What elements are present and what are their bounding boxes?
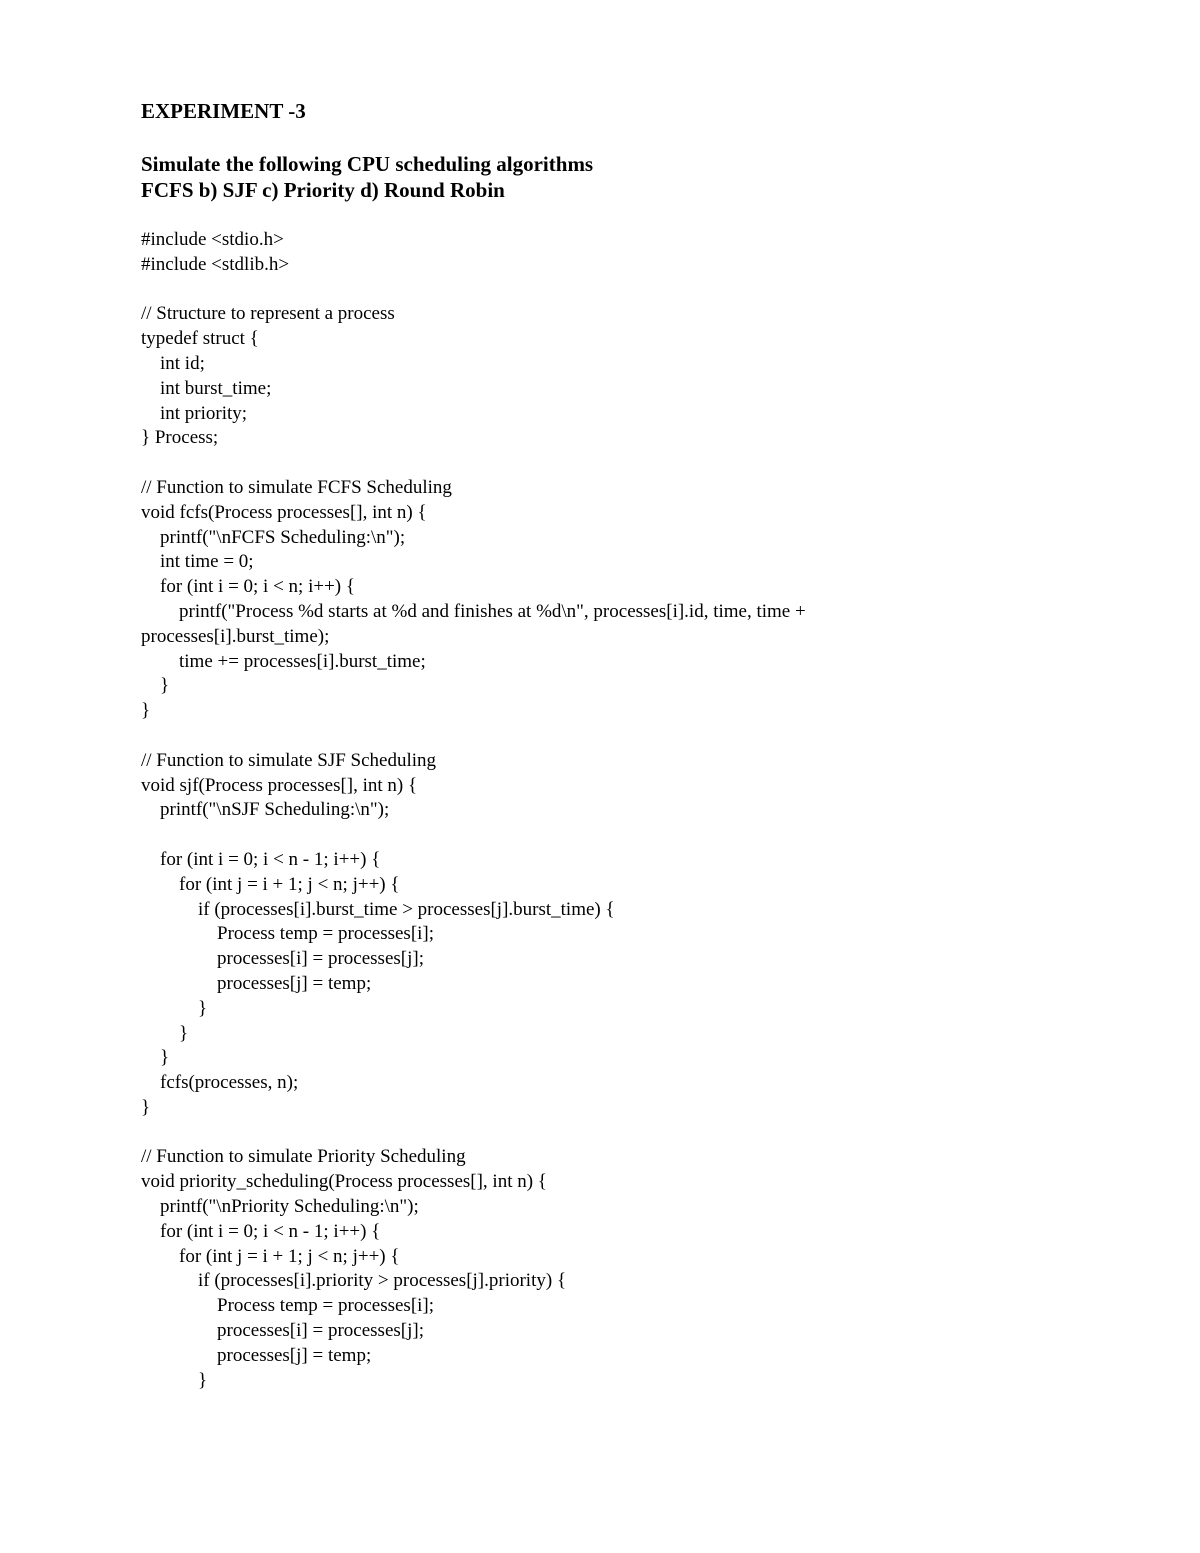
code-line: #include <stdlib.h> [141,253,290,275]
code-line: int time = 0; [141,551,254,573]
code-line: processes[i] = processes[j]; [141,948,424,970]
code-line: Process temp = processes[i]; [141,1295,435,1317]
code-line: printf("\nPriority Scheduling:\n"); [141,1196,419,1218]
code-line: } [141,1369,208,1391]
code-line: if (processes[i].priority > processes[j].priority) { [141,1270,567,1292]
code-line: for (int j = i + 1; j < n; j++) { [141,873,400,895]
code-line: if (processes[i].burst_time > processes[j].burst_time) { [141,898,615,920]
experiment-title: EXPERIMENT -3 [141,99,306,123]
code-line: processes[j] = temp; [141,1344,372,1366]
code-line: } [141,1022,189,1044]
code-line [141,1121,1140,1146]
code-line [141,278,1140,303]
code-line: // Function to simulate SJF Scheduling [141,749,437,771]
code-line: } [141,997,208,1019]
code-line: } [141,675,170,697]
code-line: void sjf(Process processes[], int n) { [141,774,418,796]
code-line: int priority; [141,402,248,424]
code-line: void fcfs(Process processes[], int n) { [141,501,427,523]
task-description-line-1: Simulate the following CPU scheduling algorithms [141,152,594,176]
code-line: // Function to simulate Priority Scheduling [141,1146,466,1168]
code-line: processes[i] = processes[j]; [141,1320,424,1342]
code-line: fcfs(processes, n); [141,1072,299,1094]
code-line: } [141,1047,170,1069]
code-line: int burst_time; [141,377,272,399]
code-line: processes[j] = temp; [141,972,372,994]
code-line [141,724,1140,749]
code-line: // Function to simulate FCFS Scheduling [141,476,452,498]
code-listing [141,228,1140,1393]
code-line: // Structure to represent a process [141,303,395,325]
code-line: for (int i = 0; i < n - 1; i++) { [141,1220,381,1242]
code-line: time += processes[i].burst_time; [141,650,426,672]
code-line: printf("\nSJF Scheduling:\n"); [141,799,390,821]
code-line: for (int i = 0; i < n - 1; i++) { [141,848,381,870]
code-line: #include <stdio.h> [141,229,284,250]
code-line: } [141,1096,151,1118]
code-line: printf("\nFCFS Scheduling:\n"); [141,526,406,548]
code-line: } Process; [141,427,219,449]
code-line: int id; [141,352,205,374]
code-line: Process temp = processes[i]; [141,923,435,945]
code-line: printf("Process %d starts at %d and finishes at %d\n", processes[i].id, time, time + [141,600,806,622]
code-line [141,451,1140,476]
code-line [141,823,1140,848]
code-line: void priority_scheduling(Process processes[], int n) { [141,1171,547,1193]
code-line: processes[i].burst_time); [141,625,330,647]
code-line: for (int i = 0; i < n; i++) { [141,576,355,598]
code-line: typedef struct { [141,328,259,350]
task-description-line-2: FCFS b) SJF c) Priority d) Round Robin [141,178,505,202]
code-line: for (int j = i + 1; j < n; j++) { [141,1245,400,1267]
code-line: } [141,700,151,722]
